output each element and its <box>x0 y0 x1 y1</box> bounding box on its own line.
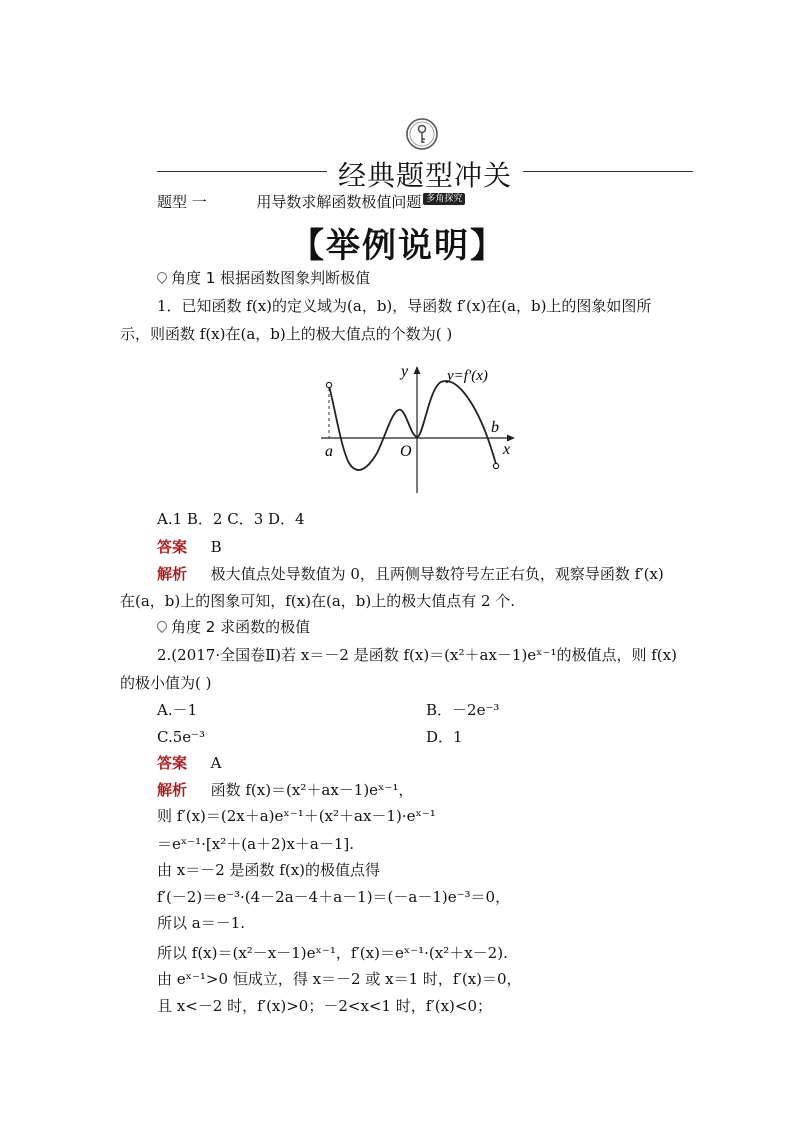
angle1-heading <box>157 268 370 288</box>
q2-step7: 所以 f(x)＝(x²－x－1)eˣ⁻¹，f′(x)＝eˣ⁻¹·(x²＋x－2). <box>157 944 508 962</box>
location-pin-icon <box>155 619 169 633</box>
angle2-heading <box>157 617 310 637</box>
derivative-graph <box>315 358 525 498</box>
angle1-text: 角度 1 根据函数图象判断极值 <box>171 269 371 287</box>
multi-angle-tag: 多角探究 <box>423 193 465 205</box>
label-o: O <box>400 443 412 460</box>
label-func: y=f′(x) <box>447 368 488 384</box>
q2-option-a: A.－1 <box>157 701 198 719</box>
y-axis-arrow-icon <box>414 366 421 374</box>
q2-step2: 则 f′(x)＝(2x＋a)eˣ⁻¹＋(x²＋ax－1)·eˣ⁻¹ <box>157 807 436 825</box>
q2-step5: f′(－2)＝e⁻³·(4－2a－4＋a－1)＝(－a－1)e⁻³＝0， <box>157 888 511 906</box>
analysis-text: 极大值点处导数值为 0，且两侧导数符号左正右负，观察导函数 f′(x) <box>210 565 664 583</box>
derivative-curve <box>329 381 496 470</box>
label-a: a <box>325 443 333 460</box>
label-b: b <box>491 419 499 436</box>
banner-rule-right <box>523 171 693 172</box>
q2-step9: 且 x<－2 时，f′(x)>0；－2<x<1 时，f′(x)<0； <box>157 997 493 1015</box>
q2-option-c: C.5e⁻³ <box>157 728 206 746</box>
q2-analysis-line1 <box>157 780 413 800</box>
key-emblem-icon <box>405 117 439 151</box>
q2-option-d: D．1 <box>426 728 463 746</box>
answer-value: A <box>210 754 222 772</box>
example-heading: 【举例说明】 <box>290 226 506 266</box>
q1-line2: 示，则函数 f(x)在(a，b)上的极大值点的个数为( ) <box>120 325 453 343</box>
location-pin-icon <box>155 270 169 284</box>
banner-rule-left <box>157 171 327 172</box>
q2-step6: 所以 a＝－1. <box>157 914 246 932</box>
q2-step4: 由 x＝－2 是函数 f(x)的极值点得 <box>157 861 381 879</box>
q2-step8: 由 eˣ⁻¹>0 恒成立，得 x＝－2 或 x＝1 时，f′(x)＝0， <box>157 970 522 988</box>
q2-step3: ＝eˣ⁻¹·[x²＋(a＋2)x＋a－1]. <box>157 835 355 853</box>
answer-label: 答案 <box>157 754 188 772</box>
angle2-text: 角度 2 求函数的极值 <box>171 618 311 636</box>
label-y: y <box>401 363 409 380</box>
section-banner-title: 经典题型冲关 <box>337 159 512 192</box>
q2-line2: 的极小值为( ) <box>120 674 212 692</box>
type-heading-label: 题型 一 <box>157 193 207 211</box>
type-heading <box>157 192 465 212</box>
analysis-label: 解析 <box>157 565 188 583</box>
q2-option-b: B．－2e⁻³ <box>426 701 500 719</box>
answer-value: B <box>210 538 222 556</box>
q1-analysis-line1 <box>157 564 664 584</box>
open-endpoint-left <box>326 382 331 387</box>
open-endpoint-right <box>493 463 498 468</box>
q1-analysis-line2: 在(a，b)上的图象可知，f(x)在(a，b)上的极大值点有 2 个. <box>120 592 516 610</box>
analysis-label: 解析 <box>157 781 188 799</box>
q1-answer <box>157 537 222 557</box>
analysis-text: 函数 f(x)＝(x²＋ax－1)eˣ⁻¹， <box>210 781 414 799</box>
q1-options: A.1 B．2 C．3 D．4 <box>157 510 305 528</box>
q2-line1: 2.(2017·全国卷Ⅱ)若 x＝－2 是函数 f(x)＝(x²＋ax－1)eˣ⁻¹的极值点，则 f(x) <box>157 646 677 664</box>
q1-line1: 1．已知函数 f(x)的定义域为(a，b)，导函数 f′(x)在(a，b)上的图象如图所 <box>157 297 652 315</box>
answer-label: 答案 <box>157 538 188 556</box>
label-x: x <box>503 441 511 458</box>
type-heading-text: 用导数求解函数极值问题 <box>256 193 422 211</box>
q2-answer <box>157 753 221 773</box>
